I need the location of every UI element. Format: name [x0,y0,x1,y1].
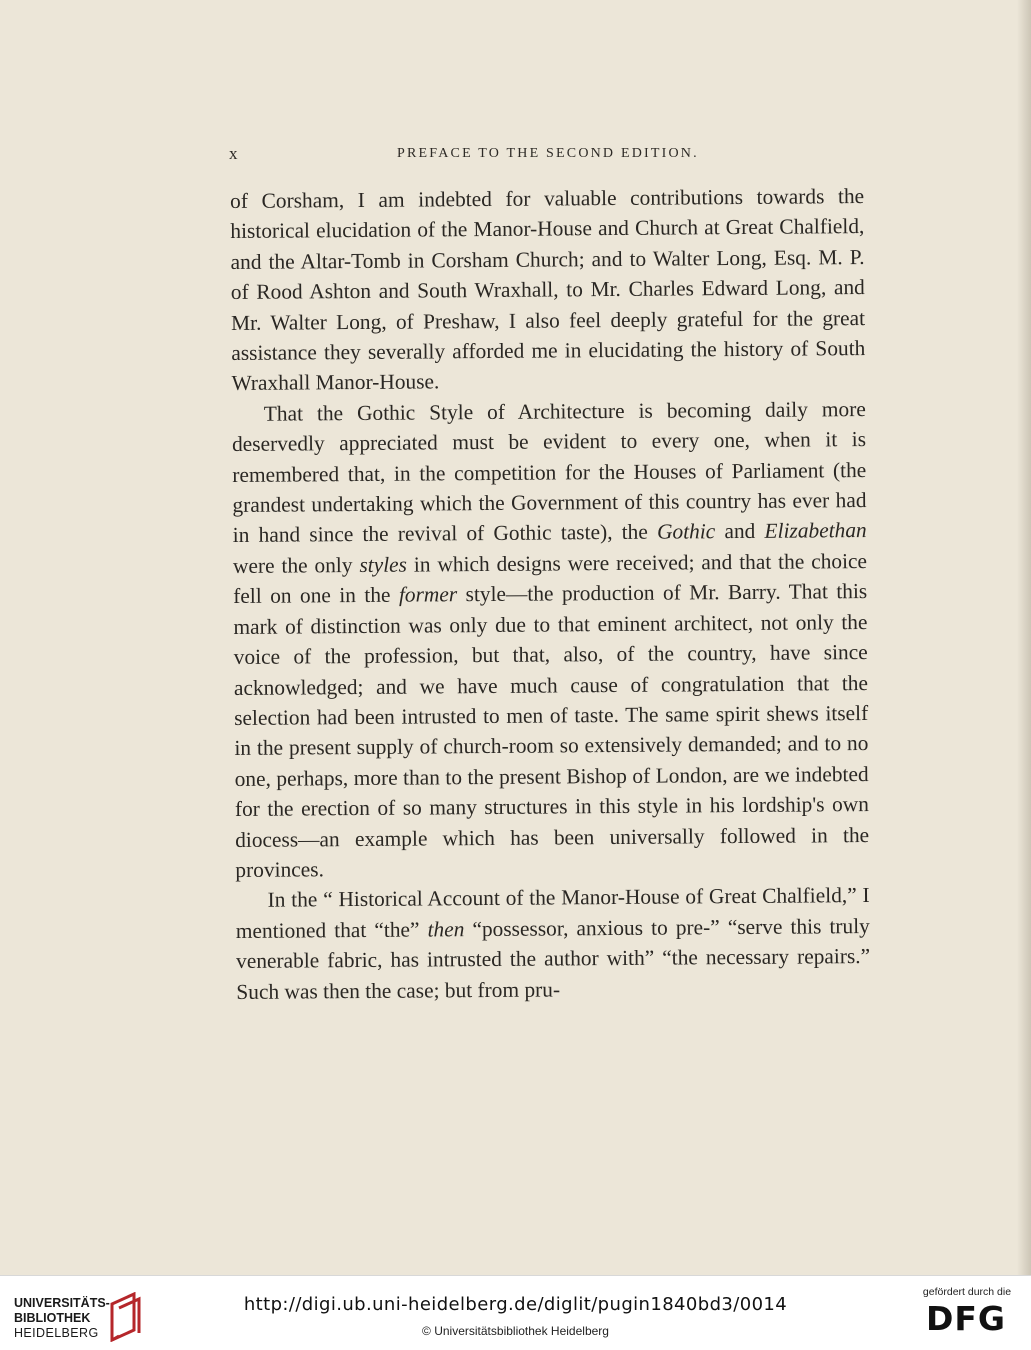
permalink-url[interactable]: http://digi.ub.uni-heidelberg.de/diglit/pugin1840bd3/0014 [243,1294,788,1315]
funder-logo[interactable] [912,1286,1022,1342]
text-run: of Corsham, I am indebted for valuable contributions towards the historical elucidation of the Manor-House and Church at Great Chalfield, and the Altar-Tomb in Corsham Church; and to Walter Long, Esq. M. P. of Rood Ashton and South Wraxhall, to Mr. Charles Edward Long, and Mr. Walter Long, of Preshaw, I also feel deeply grateful for the great assistance they severally afforded me in elucidating the history of South Wraxhall Manor-House. [230,184,866,396]
page-edge-shadow [1017,0,1031,1275]
running-head-title: PREFACE TO THE SECOND EDITION. [397,146,699,161]
digitization-footer [0,1275,1031,1350]
italic-run: Elizabethan [764,518,867,544]
body-text [230,181,870,1007]
dfg-logo-icon: DFG [925,1299,1007,1338]
library-name-line: HEIDELBERG [14,1326,99,1340]
paragraph [230,181,866,399]
text-run: style—the production of Mr. Barry. That this mark of distinction was only due to that eminent architect, not only the voice of the profession, but that, also, of the country, have since acknowledged; and we have much cause of congratulation that the selection had been intrusted to men of taste. The same spirit shews itself in the present supply of church-room so extensively demanded; and to no one, perhaps, more than to the present Bishop of London, are we indebted for the erection of so many structures in this style in his lordship's own diocess—an example which has been universally followed in the provinces. [233,579,870,882]
folio-number: x [229,144,239,163]
text-run: were the only [232,552,360,578]
text-run: in which designs were received; and that the choice fell on one in the [233,548,868,609]
copyright-notice: © Universitätsbibliothek Heidelberg [422,1324,609,1338]
funding-caption: gefördert durch die [922,1286,1012,1298]
text-run: In the “ Historical Account of the Manor-House of Great Chalfield,” I mentioned that “the” [235,883,870,943]
italic-run: Gothic [656,519,716,545]
text-run: “possessor, anxious to pre-” “serve this truly venerable fabric, has intrusted the author with” “the necessary repairs.” Such was then the case; but from pru- [235,913,871,1004]
italic-run: styles [359,552,408,577]
running-head [229,144,869,164]
text-run: and [715,519,765,544]
italic-run: then [427,916,465,942]
library-name-line: UNIVERSITÄTS- [14,1296,110,1310]
italic-run: former [398,582,458,607]
paragraph [235,880,870,1007]
library-name-line: BIBLIOTHEK [14,1311,91,1325]
text-run: That the Gothic Style of Architecture is becoming daily more deservedly appreciated must be evident to every one, when it is remembered that, in the competition for the Houses of Parliament (the grandest undertaking which the Government of this country has ever had in hand since the revival of Gothic taste), the [231,396,867,548]
paragraph [232,394,870,885]
